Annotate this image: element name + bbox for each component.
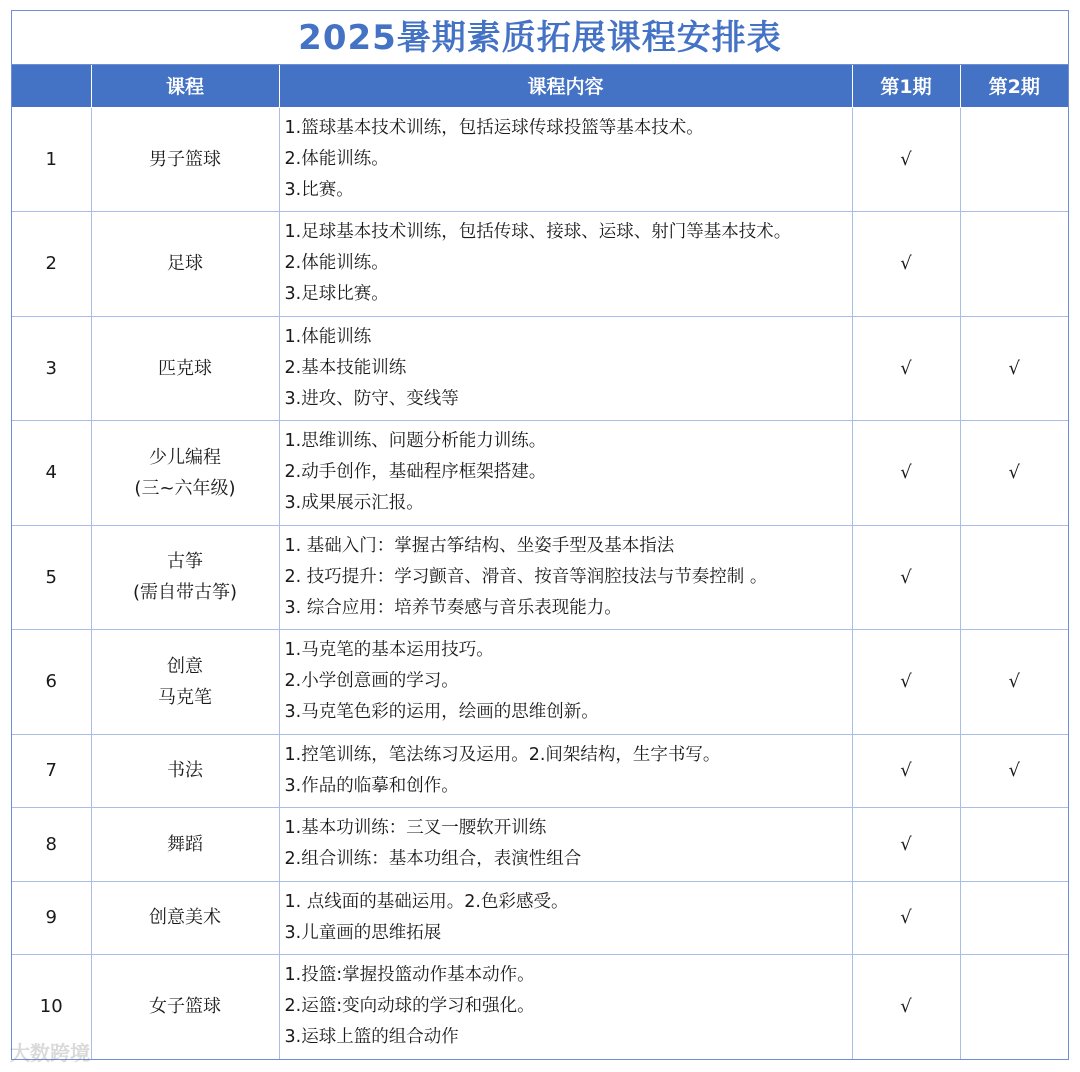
course-content-line: 3.作品的临摹和创作。 (284, 775, 459, 796)
period-2-check (960, 107, 1068, 211)
period-1-check: √ (852, 316, 960, 420)
header-index (12, 65, 91, 107)
header-content: 课程内容 (279, 65, 852, 107)
row-index: 5 (12, 525, 91, 629)
course-content (279, 525, 852, 629)
period-1-check: √ (852, 734, 960, 807)
course-name-line: 马克笔 (158, 686, 212, 708)
course-content-line: 1.体能训练 (284, 326, 372, 347)
course-content (279, 629, 852, 734)
course-name (91, 107, 279, 211)
period-2-check: √ (960, 629, 1068, 734)
course-content-line: 2.体能训练。 (284, 253, 389, 273)
course-content-line: 3.比赛。 (284, 179, 354, 200)
course-content-line: 3.马克笔色彩的运用，绘画的思维创新。 (284, 702, 599, 722)
period-1-check: √ (852, 525, 960, 629)
table-row (12, 881, 1068, 954)
course-name (91, 420, 279, 525)
course-content-line: 3.运球上篮的组合动作 (284, 1027, 459, 1048)
course-content-line: 1.投篮:掌握投篮动作基本动作。 (284, 965, 535, 986)
period-1-check: √ (852, 954, 960, 1059)
course-name-line: 创意美术 (149, 907, 221, 928)
period-2-check (960, 525, 1068, 629)
period-1-check: √ (852, 807, 960, 881)
row-index: 9 (12, 881, 91, 954)
course-content-line: 1. 点线面的基础运用。2.色彩感受。 (284, 891, 569, 912)
course-name-line: 舞蹈 (167, 833, 203, 855)
table-row (12, 107, 1068, 211)
course-content (279, 807, 852, 881)
table-row (12, 420, 1068, 525)
row-index: 8 (12, 807, 91, 881)
course-content-line: 1.足球基本技术训练，包括传球、接球、运球、射门等基本技术。 (284, 222, 792, 242)
period-2-check (960, 807, 1068, 881)
course-content (279, 734, 852, 807)
course-content-line: 1. 基础入门：掌握古筝结构、坐姿手型及基本指法 (284, 535, 675, 556)
course-content-line: 3.成果展示汇报。 (284, 493, 424, 513)
row-index: 6 (12, 629, 91, 734)
course-content (279, 107, 852, 211)
table-row (12, 954, 1068, 1059)
course-content-line: 2.基本技能训练 (284, 357, 407, 378)
course-name-line: 男子篮球 (149, 148, 221, 170)
header-period-1: 第1期 (852, 65, 960, 107)
row-index: 7 (12, 734, 91, 807)
course-content-line: 3. 综合应用：培养节奏感与音乐表现能力。 (284, 597, 622, 618)
header-course: 课程 (91, 65, 279, 107)
period-1-check: √ (852, 881, 960, 954)
course-name-line: 足球 (167, 253, 203, 274)
period-2-check: √ (960, 420, 1068, 525)
course-content-line: 1.控笔训练，笔法练习及运用。2.间架结构，生字书写。 (284, 744, 721, 765)
course-name-line: 书法 (167, 760, 203, 781)
course-name-line: 匹克球 (158, 357, 212, 379)
course-content (279, 881, 852, 954)
course-name (91, 211, 279, 316)
period-2-check (960, 954, 1068, 1059)
course-name (91, 734, 279, 807)
row-index: 2 (12, 211, 91, 316)
period-2-check: √ (960, 734, 1068, 807)
course-content-line: 1.篮球基本技术训练，包括运球传球投篮等基本技术。 (284, 117, 704, 138)
course-content (279, 954, 852, 1059)
course-content-line: 2.组合训练：基本功组合，表演性组合 (284, 849, 582, 869)
row-index: 4 (12, 420, 91, 525)
table-row (12, 734, 1068, 807)
watermark-text: 大数跨境 (10, 1041, 90, 1065)
course-name-line: (需自带古筝) (132, 582, 238, 603)
course-content-line: 3.儿童画的思维拓展 (284, 922, 442, 943)
table-body (12, 107, 1068, 1059)
course-name (91, 954, 279, 1059)
course-name (91, 807, 279, 881)
course-content-line: 2.小学创意画的学习。 (284, 671, 459, 691)
course-content (279, 316, 852, 420)
table-row (12, 629, 1068, 734)
course-name (91, 316, 279, 420)
course-content (279, 211, 852, 316)
course-name (91, 629, 279, 734)
table-row (12, 211, 1068, 316)
course-content-line: 2.动手创作，基础程序框架搭建。 (284, 462, 547, 482)
period-1-check: √ (852, 107, 960, 211)
course-content (279, 420, 852, 525)
period-2-check: √ (960, 316, 1068, 420)
table-row (12, 316, 1068, 420)
course-name-line: 少儿编程 (149, 446, 221, 468)
course-name-line: (三~六年级) (134, 477, 236, 499)
table-row (12, 525, 1068, 629)
course-name-line: 古筝 (167, 551, 203, 572)
period-1-check: √ (852, 420, 960, 525)
course-name (91, 881, 279, 954)
table-header (12, 65, 1068, 107)
course-name (91, 525, 279, 629)
row-index: 1 (12, 107, 91, 211)
course-content-line: 2.运篮:变向动球的学习和强化。 (284, 996, 535, 1017)
period-2-check (960, 881, 1068, 954)
header-period-2: 第2期 (960, 65, 1068, 107)
course-content-line: 3.足球比赛。 (284, 284, 389, 304)
period-2-check (960, 211, 1068, 316)
schedule-sheet (11, 10, 1069, 1060)
table-row (12, 807, 1068, 881)
period-1-check: √ (852, 629, 960, 734)
sheet-title: 2025暑期素质拓展课程安排表 (12, 11, 1068, 65)
course-content-line: 2.体能训练。 (284, 148, 389, 169)
course-content-line: 1.思维训练、问题分析能力训练。 (284, 431, 547, 451)
row-index: 3 (12, 316, 91, 420)
period-1-check: √ (852, 211, 960, 316)
course-content-line: 2. 技巧提升：学习颤音、滑音、按音等润腔技法与节奏控制 。 (284, 566, 768, 587)
row-index: 10 (12, 954, 91, 1059)
course-name-line: 女子篮球 (149, 996, 221, 1018)
course-table (12, 65, 1068, 1059)
course-content-line: 3.进攻、防守、变线等 (284, 388, 459, 409)
course-content-line: 1.基本功训练：三叉一腰软开训练 (284, 818, 547, 838)
course-name-line: 创意 (167, 655, 203, 677)
course-content-line: 1.马克笔的基本运用技巧。 (284, 640, 494, 660)
